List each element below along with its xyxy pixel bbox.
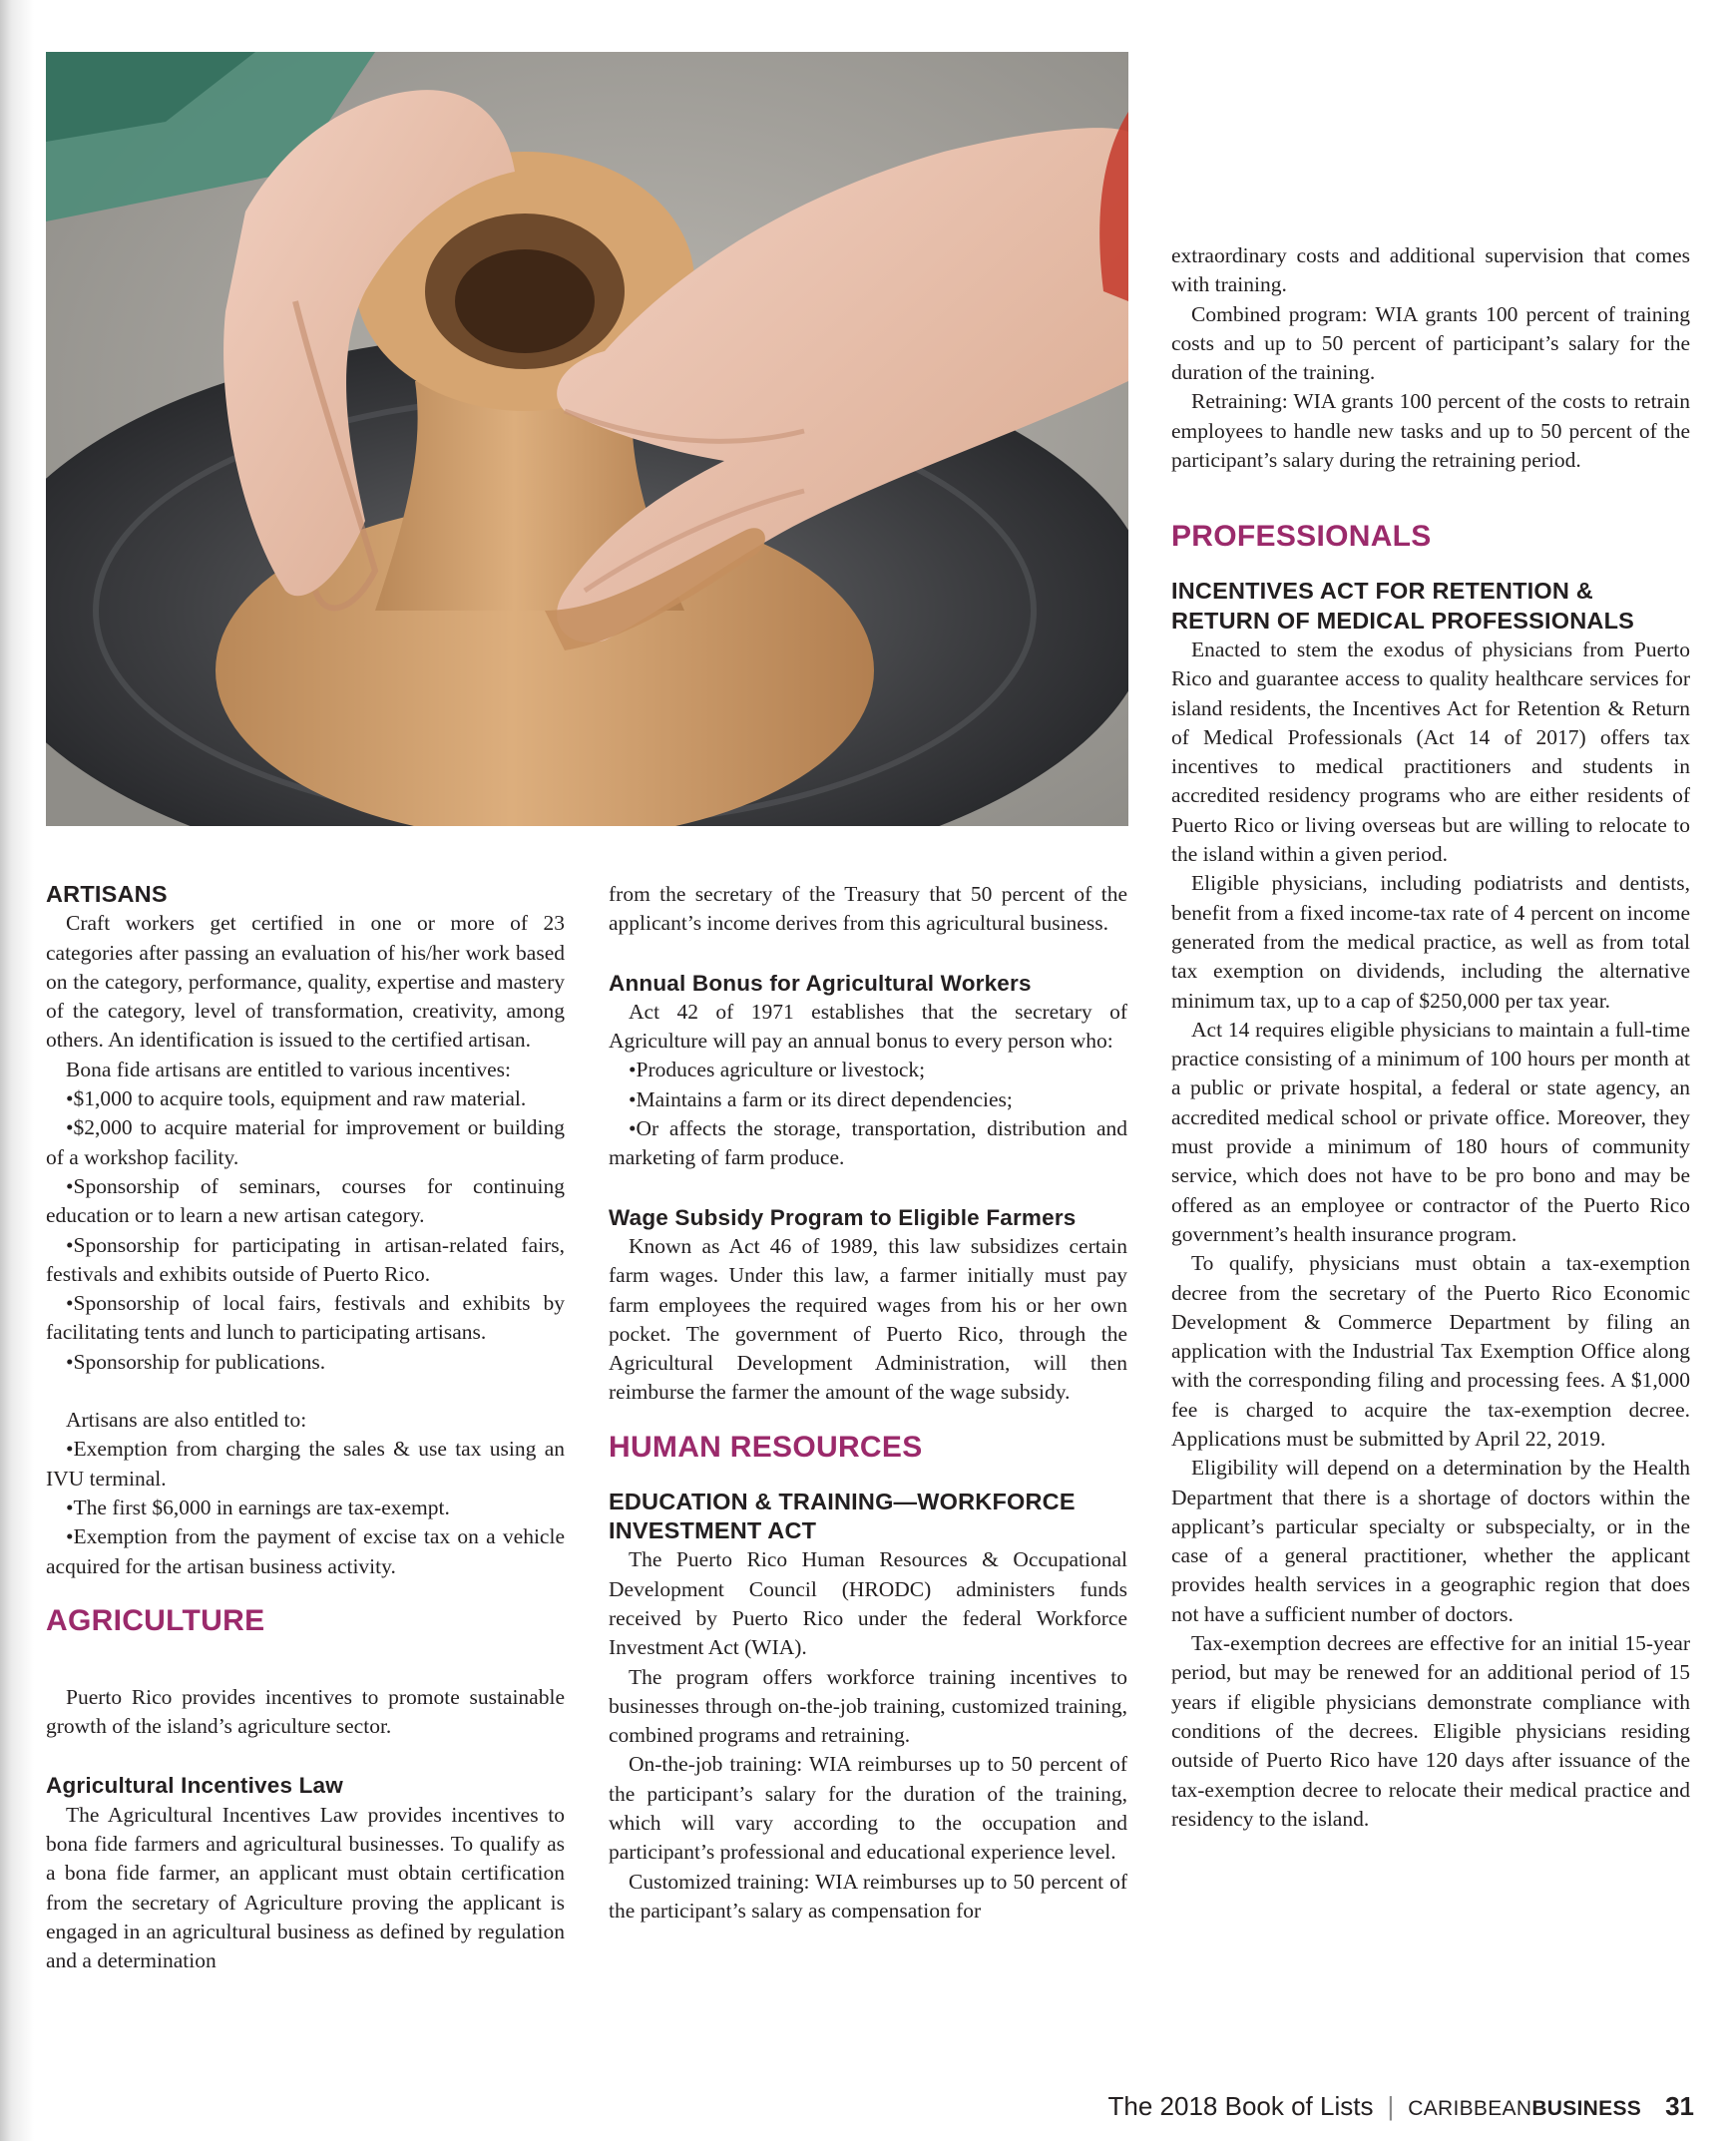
artisans-bullet: •$2,000 to acquire material for improvement or building of a workshop facility.: [46, 1115, 565, 1169]
artisans-bullet: •The first $6,000 in earnings are tax-exempt.: [66, 1495, 450, 1519]
wia-paragraph: The program offers workforce training incentives to businesses through on-the-job training, customized training, combined programs and retraining.: [609, 1664, 1127, 1748]
annual-bonus-bullet: •Or affects the storage, transportation, distribution and marketing of farm produce.: [609, 1116, 1127, 1170]
wia-paragraph: On-the-job training: WIA reimburses up to 50 percent of the participant’s salary for the duration of the training, which will vary according to the occupation and participant’s professional and educational experience level.: [609, 1752, 1127, 1865]
medical-incentives-heading: INCENTIVES ACT FOR RETENTION & RETURN OF MEDICAL PROFESSIONALS: [1171, 578, 1635, 634]
wia-paragraph: Retraining: WIA grants 100 percent of the costs to retrain employees to handle new tasks and up to 50 percent of the participant’s salary during the retraining period.: [1171, 389, 1690, 473]
professionals-section-heading: PROFESSIONALS: [1171, 520, 1432, 554]
wia-paragraph: Combined program: WIA grants 100 percent of training costs and up to 50 percent of participant’s salary for the duration of the training.: [1171, 301, 1690, 385]
annual-bonus-bullet: •Maintains a farm or its direct dependencies;: [629, 1086, 1013, 1111]
column-right: [1171, 241, 1690, 1834]
pottery-photo: [46, 52, 1128, 826]
artisans-bullet: •$1,000 to acquire tools, equipment and raw material.: [66, 1086, 527, 1111]
agricultural-incentives-paragraph: The Agricultural Incentives Law provides incentives to bona fide farmers and agricultural businesses. To qualify as a bona fide farmer, an applicant must obtain certification from the secretary of Agriculture proving the applicant is engaged in an agricultural business as defined by regulation and a determination: [46, 1802, 565, 1973]
annual-bonus-heading: Annual Bonus for Agricultural Workers: [609, 970, 1032, 996]
medical-paragraph: Eligible physicians, including podiatrists and dentists, benefit from a fixed income-tax rate of 4 percent on income generated from the medical practice, as well as from total tax exemption on dividends, including the alternative minimum tax, up to a cap of $250,000 per tax year.: [1171, 871, 1690, 1013]
artisans-paragraph: Craft workers get certified in one or more of 23 categories after passing an evaluation of his/her work based on the category, performance, quality, expertise and mastery of the category, level of transformation, creativity, among others. An identification is issued to the certified artisan.: [46, 911, 565, 1053]
annual-bonus-bullet: •Produces agriculture or livestock;: [629, 1058, 926, 1082]
artisans-bullet: •Sponsorship of local fairs, festivals and exhibits by facilitating tents and lunch to participating artisans.: [46, 1291, 565, 1345]
artisans-paragraph: Bona fide artisans are entitled to various incentives:: [66, 1057, 511, 1081]
agricultural-incentives-paragraph-cont: from the secretary of the Treasury that 50 percent of the applicant’s income derives from this agricultural business.: [609, 882, 1127, 936]
medical-paragraph: Enacted to stem the exodus of physicians from Puerto Rico and guarantee access to quality healthcare services for island residents, the Incentives Act for Retention & Return of Medical Professionals (Act 14 of 2017) offers tax incentives to medical practitioners and students in accredited residency programs who are either residents of Puerto Rico or living overseas but are willing to relocate to the island within a given period.: [1171, 637, 1690, 867]
medical-paragraph: To qualify, physicians must obtain a tax-exemption decree from the secretary of the Puerto Rico Economic Development & Commerce Department by filing an application with the Industrial Tax Exemption Office along with the corresponding filing and processing fees. A $1,000 fee is charged to acquire the tax-exemption decree. Applications must be submitted by April 22, 2019.: [1171, 1251, 1690, 1451]
human-resources-section-heading: HUMAN RESOURCES: [609, 1430, 923, 1464]
footer-book-title: The 2018 Book of Lists: [1107, 2091, 1374, 2121]
footer-brand: [1408, 2097, 1641, 2120]
agriculture-paragraph: Puerto Rico provides incentives to promote sustainable growth of the island’s agriculture sector.: [46, 1684, 565, 1739]
artisans-bullet: •Exemption from charging the sales & use tax using an IVU terminal.: [46, 1437, 565, 1491]
wage-subsidy-paragraph: Known as Act 46 of 1989, this law subsidizes certain farm wages. Under this law, a farmer initially must pay farm employees the required wages from his or her own pocket. The government of Puerto Rico, through the Agricultural Development Administration, will then reimburse the farmer the amount of the wage subsidy.: [609, 1233, 1127, 1405]
medical-paragraph: Tax-exemption decrees are effective for an initial 15-year period, but may be renewed for an additional period of 15 years if eligible physicians demonstrate compliance with conditions of the decrees. Eligible physicians residing outside of Puerto Rico have 120 days after issuance of the tax-exemption decree to relocate their medical practice and residency to the island.: [1171, 1631, 1690, 1831]
medical-paragraph: Act 14 requires eligible physicians to maintain a full-time practice consisting of a minimum of 100 hours per month at a public or private hospital, a federal or state agency, an accredited medical school or private office. Moreover, they must provide a minimum of 180 hours of community service, which does not have to be pro bono and may be offered as an employee or contractor of the Puerto Rico government’s health insurance program.: [1171, 1017, 1690, 1246]
medical-paragraph: Eligibility will depend on a determination by the Health Department that there is a shortage of doctors within the applicant’s particular specialty or subspecialty, or in the case of a general practitioner, whether the applicant provides health services in a geographic region that does not have a sufficient number of doctors.: [1171, 1456, 1690, 1626]
artisans-paragraph: Artisans are also entitled to:: [66, 1408, 307, 1433]
footer-brand-light: CARIBBEAN: [1408, 2097, 1532, 2120]
footer-brand-bold: BUSINESS: [1531, 2097, 1642, 2120]
wia-heading: EDUCATION & TRAINING—WORKFORCE INVESTMENT ACT: [609, 1488, 1076, 1544]
agricultural-incentives-law-heading: Agricultural Incentives Law: [46, 1773, 343, 1799]
agriculture-section-heading: AGRICULTURE: [46, 1603, 265, 1637]
pottery-wheel-photo-icon: [46, 52, 1128, 826]
wia-paragraph-cont: extraordinary costs and additional supervision that comes with training.: [1171, 243, 1690, 297]
artisans-bullet: •Sponsorship for participating in artisan-related fairs, festivals and exhibits outside of Puerto Rico.: [46, 1232, 565, 1286]
page-footer: [1108, 2091, 1694, 2121]
annual-bonus-paragraph: Act 42 of 1971 establishes that the secretary of Agriculture will pay an annual bonus to every person who:: [609, 999, 1127, 1054]
column-middle: [609, 880, 1127, 1926]
artisans-bullet: •Exemption from the payment of excise tax on a vehicle acquired for the artisan business activity.: [46, 1524, 565, 1578]
wia-paragraph: The Puerto Rico Human Resources & Occupational Development Council (HRODC) administers funds received by Puerto Rico under the federal Workforce Investment Act (WIA).: [609, 1547, 1127, 1660]
column-left: [46, 880, 565, 1976]
artisans-bullet: •Sponsorship of seminars, courses for continuing education or to learn a new artisan category.: [46, 1173, 565, 1228]
wage-subsidy-heading: Wage Subsidy Program to Eligible Farmers: [609, 1204, 1077, 1230]
wia-paragraph: Customized training: WIA reimburses up to 50 percent of the participant’s salary as compensation for: [609, 1869, 1127, 1923]
artisans-bullet: •Sponsorship for publications.: [66, 1349, 326, 1374]
page-number: 31: [1665, 2091, 1694, 2121]
artisans-heading: ARTISANS: [46, 881, 168, 907]
footer-separator: |: [1387, 2091, 1395, 2121]
